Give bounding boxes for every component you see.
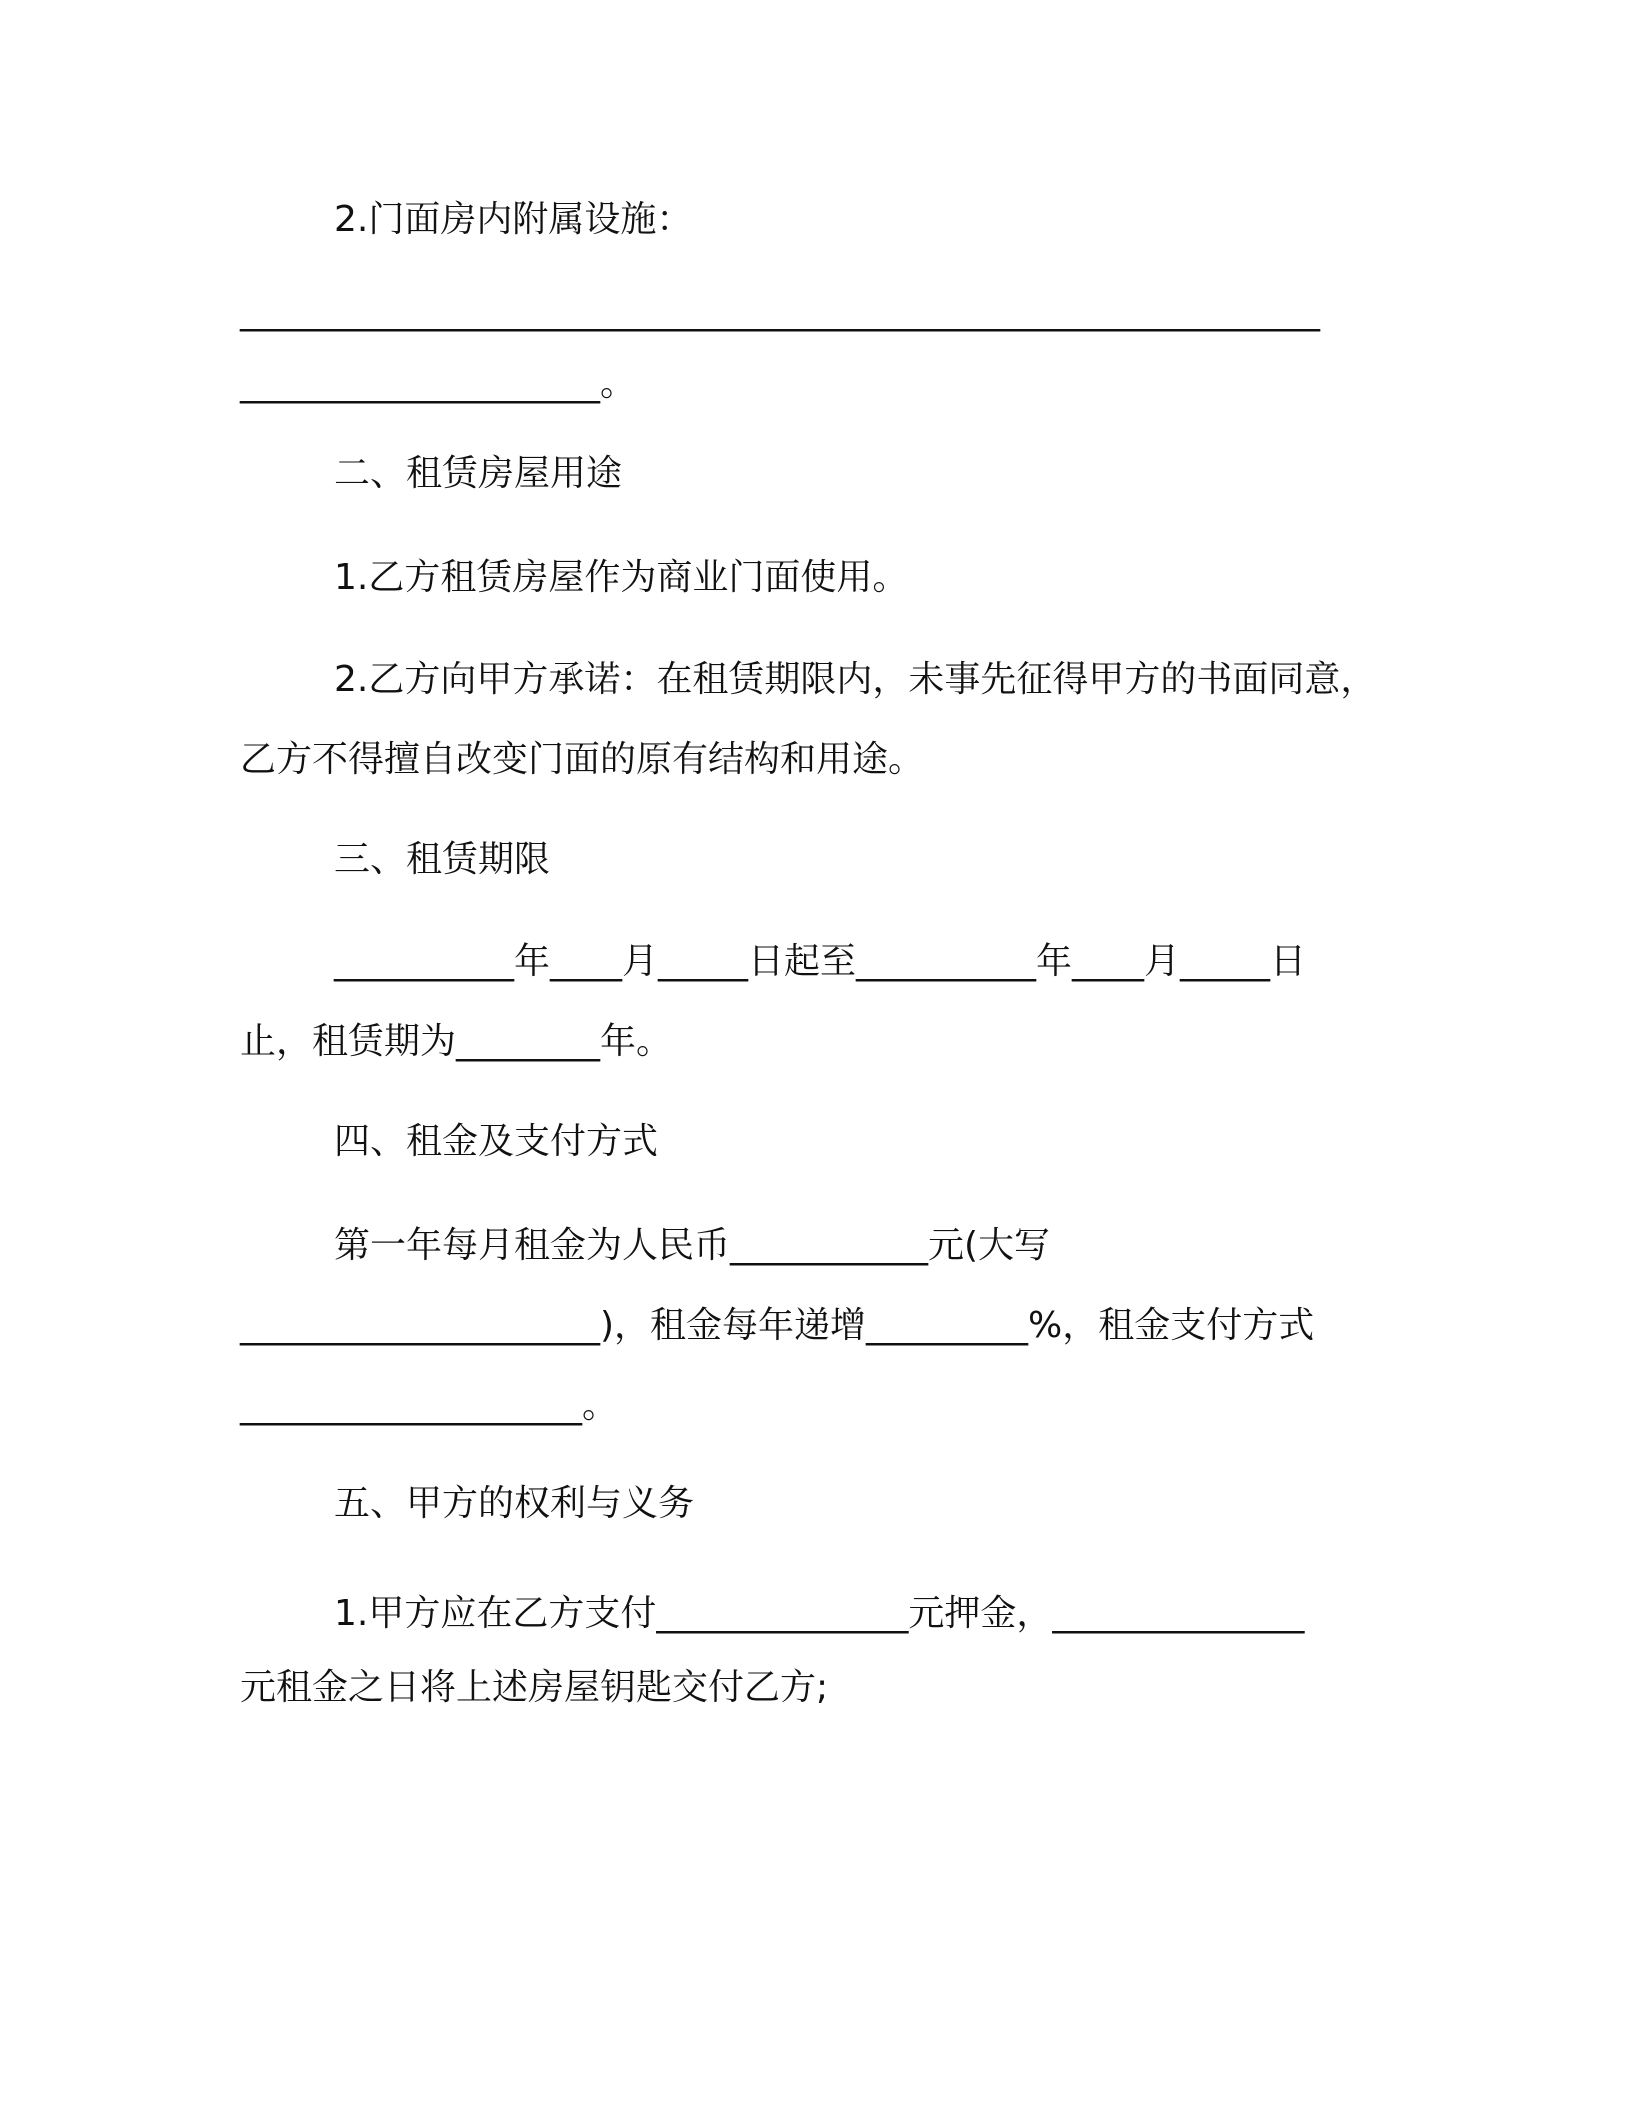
usage-clause-2-continued: 乙方不得擅自改变门面的原有结构和用途。 [240,739,925,780]
facilities-item: 2.门面房内附属设施： [334,199,693,240]
section-heading-rent: 四、租金及支付方式 [334,1121,659,1162]
facilities-blank-line-2: ____________________。 [240,363,636,404]
lessor-clause-1-continued: 元租金之日将上述房屋钥匙交付乙方; [240,1667,829,1708]
term-clause-continued: 止，租赁期为________年。 [240,1021,673,1062]
facilities-blank-line-1: ____________________________________________________________ [240,291,1320,332]
section-heading-usage: 二、租赁房屋用途 [334,453,623,494]
lessor-clause-1: 1.甲方应在乙方支付______________元押金，______________ [334,1593,1305,1634]
section-heading-lessor: 五、甲方的权利与义务 [334,1483,695,1524]
usage-clause-2: 2.乙方向甲方承诺：在租赁期限内，未事先征得甲方的书面同意， [334,659,1377,700]
rent-clause: 第一年每月租金为人民币___________元(大写 [334,1225,1051,1266]
rent-clause-continued-1: ____________________)，租金每年递增_________%，租金支付方式 [240,1305,1315,1346]
rent-clause-continued-2: ___________________。 [240,1385,618,1426]
usage-clause-1: 1.乙方租赁房屋作为商业门面使用。 [334,557,909,598]
term-clause: __________年____月_____日起至__________年____月_____日 [334,941,1307,982]
section-heading-term: 三、租赁期限 [334,839,551,880]
